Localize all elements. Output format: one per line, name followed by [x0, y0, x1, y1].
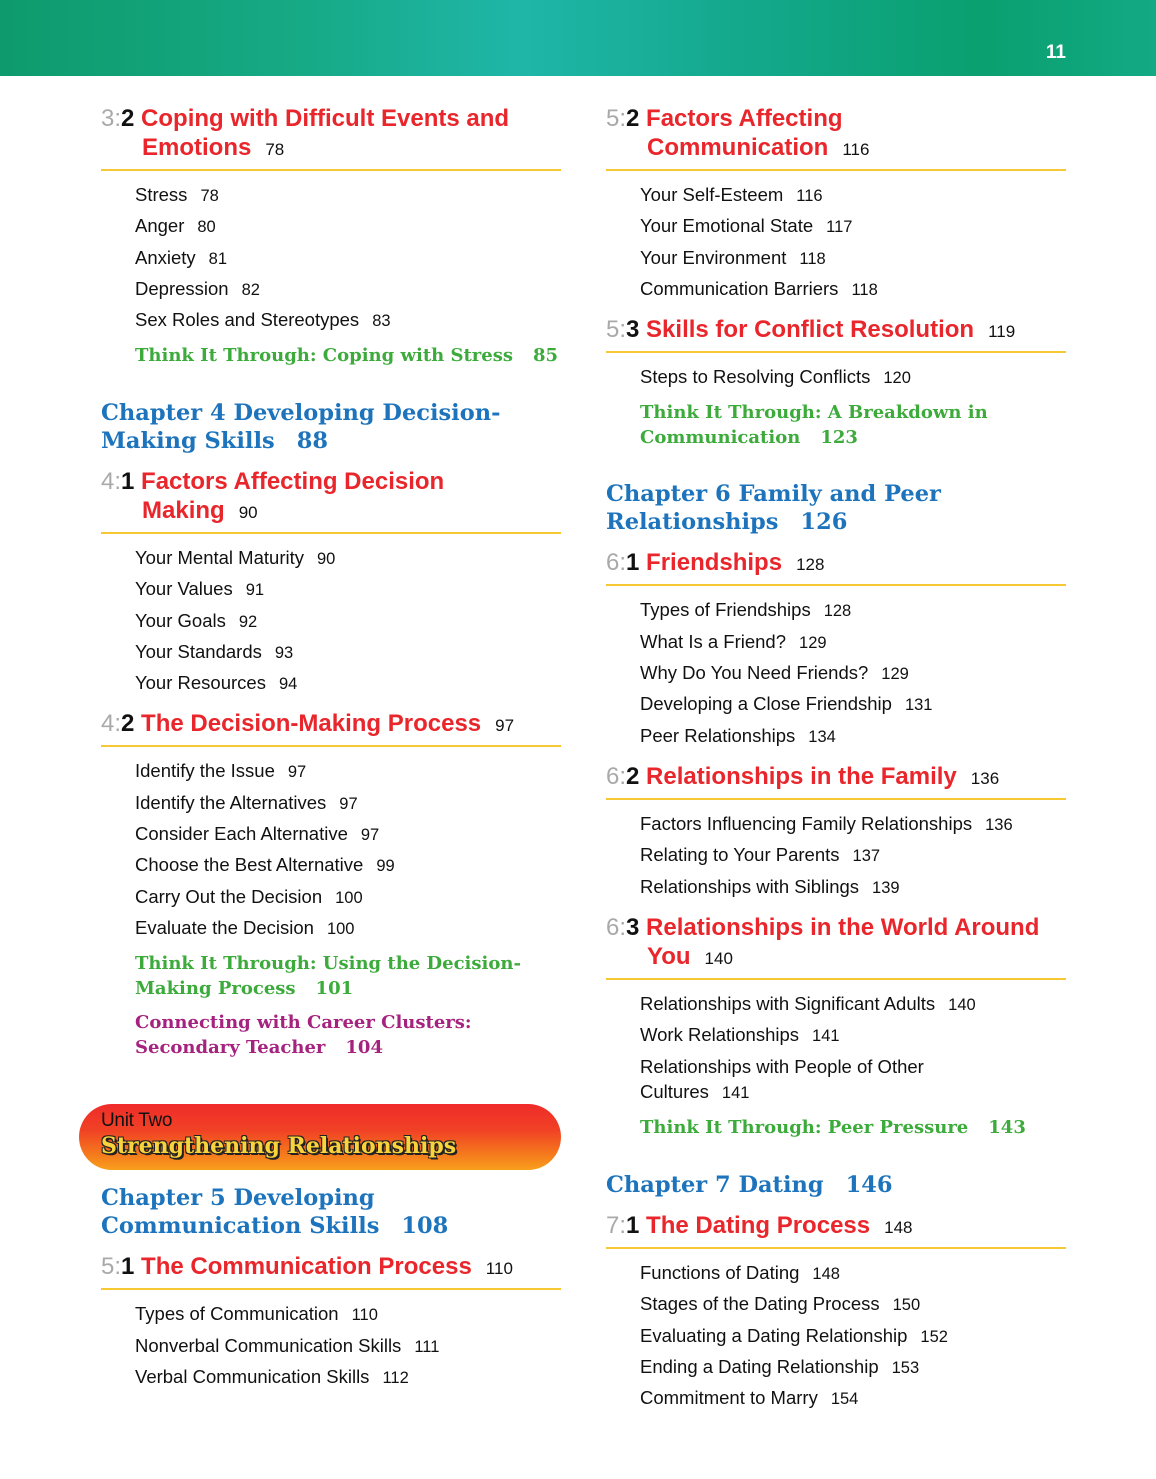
section-number: 5:3 — [606, 316, 640, 344]
topic-item[interactable]: Sex Roles and Stereotypes 83 — [135, 309, 391, 331]
think-it-through-link[interactable]: Think It Through: A Breakdown in Communication 123 — [640, 402, 988, 448]
section-page: 78 — [265, 140, 285, 159]
topic-item[interactable]: Why Do You Need Friends? 129 — [640, 662, 909, 684]
topic-item[interactable]: Functions of Dating 148 — [640, 1261, 840, 1283]
section-page: 128 — [796, 555, 825, 575]
topic-item[interactable]: What Is a Friend? 129 — [640, 630, 827, 652]
topic-item[interactable]: Your Standards 93 — [135, 640, 294, 662]
topic-item[interactable]: Identify the Issue 97 — [135, 760, 307, 782]
section-heading-5-3[interactable] — [606, 315, 1066, 353]
think-it-through-link[interactable]: Think It Through: Using the Decision-Making Process 101 — [135, 953, 521, 999]
unit-banner — [79, 1104, 561, 1170]
section-title: Relationships in the Family — [646, 762, 957, 790]
think-it-through-link[interactable]: Think It Through: Coping with Stress 85 — [135, 345, 559, 367]
section-heading-4-1[interactable] — [101, 467, 561, 534]
topic-item[interactable]: Ending a Dating Relationship 153 — [640, 1355, 920, 1377]
topic-item[interactable]: Relationships with Significant Adults 140 — [640, 992, 976, 1014]
topic-item[interactable]: Anger 80 — [135, 215, 216, 237]
topic-item[interactable]: Developing a Close Friendship 131 — [640, 693, 933, 715]
topic-item[interactable]: Your Mental Maturity 90 — [135, 546, 336, 568]
topic-item[interactable]: Your Goals 92 — [135, 609, 258, 631]
topic-list — [101, 534, 561, 705]
section-page: 140 — [704, 948, 733, 968]
section-title: Friendships — [646, 549, 783, 577]
section-title: Factors Affecting Communication — [646, 105, 843, 161]
topic-item[interactable]: Depression 82 — [135, 277, 260, 299]
section-number: 5:2 — [606, 105, 640, 132]
topic-list — [606, 586, 1066, 757]
topic-item[interactable]: Relationships with People of Other Cultures 141 — [640, 1056, 924, 1103]
topic-item[interactable]: Relationships with Siblings 139 — [640, 875, 900, 897]
section-heading-7-1[interactable] — [606, 1211, 1066, 1249]
section-page: 110 — [485, 1259, 513, 1279]
unit-label: Unit Two — [101, 1110, 173, 1132]
section-page: 90 — [238, 502, 258, 522]
topic-item[interactable]: Verbal Communication Skills 112 — [135, 1365, 409, 1387]
section-title: Relationships in the World Around You — [646, 913, 1040, 970]
section-page: 119 — [988, 322, 1016, 342]
header-band — [0, 0, 1156, 76]
topic-item[interactable]: Your Environment 118 — [640, 246, 826, 268]
section-number: 4:1 — [101, 467, 135, 495]
topic-item[interactable]: Communication Barriers 118 — [640, 277, 878, 299]
topic-item[interactable]: Consider Each Alternative 97 — [135, 823, 380, 845]
section-title: The Dating Process — [646, 1211, 871, 1239]
topic-item[interactable]: Relating to Your Parents 137 — [640, 844, 881, 866]
section-title: The Decision-Making Process — [141, 710, 482, 738]
topic-item[interactable]: Factors Influencing Family Relationships 136 — [640, 812, 1013, 834]
topic-list — [606, 800, 1066, 909]
topic-list — [101, 171, 561, 342]
chapter-5-heading[interactable]: Chapter 5 Developing Communication Skills 108 — [101, 1185, 449, 1240]
topic-item[interactable]: Nonverbal Communication Skills 111 — [135, 1334, 440, 1356]
topic-list — [606, 980, 1066, 1115]
section-number: 6:2 — [606, 762, 640, 790]
topic-list — [606, 171, 1066, 311]
section-title: Factors Affecting Decision Making — [141, 467, 445, 524]
career-clusters-link[interactable]: Connecting with Career Clusters: Secondary Teacher 104 — [135, 1012, 472, 1058]
section-heading-6-3[interactable] — [606, 913, 1066, 980]
section-page: 148 — [884, 1217, 913, 1237]
section-title: Coping with Difficult Events and Emotions — [141, 105, 510, 161]
section-heading-6-2[interactable] — [606, 762, 1066, 800]
page-number: 11 — [1045, 42, 1066, 63]
chapter-6-heading[interactable]: Chapter 6 Family and Peer Relationships 126 — [606, 481, 941, 536]
chapter-7-heading[interactable]: Chapter 7 Dating 146 — [606, 1171, 893, 1198]
section-heading-5-2[interactable] — [606, 104, 1066, 171]
topic-item[interactable]: Your Resources 94 — [135, 672, 298, 694]
topic-list — [606, 1249, 1066, 1420]
topic-item[interactable]: Work Relationships 141 — [640, 1024, 840, 1046]
section-heading-3-2[interactable] — [101, 104, 561, 171]
topic-item[interactable]: Evaluating a Dating Relationship 152 — [640, 1324, 948, 1346]
topic-item[interactable]: Identify the Alternatives 97 — [135, 791, 358, 813]
topic-item[interactable]: Choose the Best Alternative 99 — [135, 854, 395, 876]
topic-item[interactable]: Stages of the Dating Process 150 — [640, 1293, 921, 1315]
topic-item[interactable]: Types of Friendships 128 — [640, 599, 852, 621]
section-page: 97 — [495, 716, 515, 736]
topic-item[interactable]: Steps to Resolving Conflicts 120 — [640, 366, 911, 388]
topic-item[interactable]: Your Self-Esteem 116 — [640, 184, 823, 205]
topic-item[interactable]: Types of Communication 110 — [135, 1303, 378, 1325]
unit-title[interactable]: Strengthening Relationships — [101, 1133, 457, 1160]
section-number: 7:1 — [606, 1211, 640, 1239]
section-heading-4-2[interactable] — [101, 709, 561, 747]
topic-item[interactable]: Carry Out the Decision 100 — [135, 885, 363, 907]
left-column — [101, 100, 561, 1399]
section-number: 6:3 — [606, 913, 640, 941]
section-number: 3:2 — [101, 105, 135, 132]
section-page: 136 — [970, 768, 1000, 788]
section-number: 5:1 — [101, 1253, 135, 1281]
section-number: 4:2 — [101, 710, 135, 738]
section-heading-5-1[interactable] — [101, 1252, 561, 1290]
topic-item[interactable]: Anxiety 81 — [135, 246, 228, 268]
topic-item[interactable]: Your Emotional State 117 — [640, 215, 853, 237]
section-title: The Communication Process — [141, 1253, 472, 1281]
topic-item[interactable]: Your Values 91 — [135, 578, 265, 600]
topic-item[interactable]: Evaluate the Decision 100 — [135, 916, 355, 938]
section-number: 6:1 — [606, 549, 640, 577]
section-page: 116 — [842, 140, 870, 159]
topic-item[interactable]: Commitment to Marry 154 — [640, 1387, 859, 1409]
section-heading-6-1[interactable] — [606, 548, 1066, 586]
topic-item[interactable]: Stress 78 — [135, 184, 219, 205]
think-it-through-link[interactable]: Think It Through: Peer Pressure 143 — [640, 1117, 1026, 1139]
topic-list — [101, 747, 561, 950]
topic-list — [606, 353, 1066, 399]
topic-item[interactable]: Peer Relationships 134 — [640, 724, 836, 746]
topic-list — [101, 1290, 561, 1399]
right-column — [606, 100, 1066, 1420]
section-title: Skills for Conflict Resolution — [646, 316, 975, 344]
chapter-4-heading[interactable]: Chapter 4 Developing Decision-Making Skills 88 — [101, 399, 501, 454]
